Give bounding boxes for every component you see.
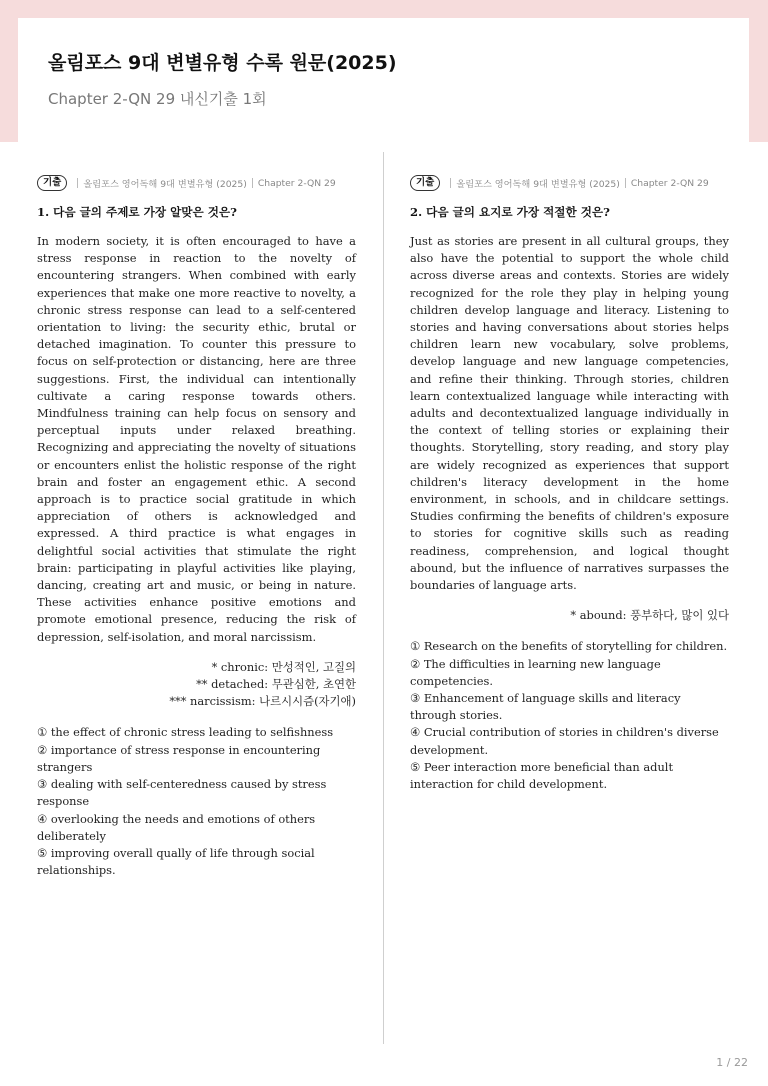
answer-choice-5: ⑤ Peer interaction more beneficial than adult interaction for child development. bbox=[410, 759, 674, 792]
glossary-item: ** detached: 무관심한, 초연한 bbox=[196, 677, 356, 692]
question-meta bbox=[410, 174, 729, 192]
glossary bbox=[410, 607, 729, 624]
exam-tag-badge: 기출 bbox=[410, 175, 440, 191]
question-1-block bbox=[37, 174, 356, 879]
page-number: 1 / 22 bbox=[716, 1056, 748, 1069]
meta-separator bbox=[625, 178, 626, 188]
answer-choice-1: ① the effect of chronic stress leading to selfishness bbox=[37, 725, 334, 740]
meta-book: 올림포스 영어독해 9대 변별유형 (2025) bbox=[83, 179, 247, 190]
glossary-item: * abound: 풍부하다, 많이 있다 bbox=[570, 608, 729, 623]
answer-choice-3: ③ dealing with self-centeredness caused by stress response bbox=[37, 777, 327, 809]
answer-choice-4: ④ overlooking the needs and emotions of others deliberately bbox=[37, 811, 316, 843]
meta-chapter: Chapter 2-QN 29 bbox=[257, 177, 336, 189]
document-subtitle: Chapter 2-QN 29 내신기출 1회 bbox=[48, 90, 267, 108]
question-meta bbox=[37, 174, 356, 192]
glossary-item: * chronic: 만성적인, 고질의 bbox=[211, 659, 356, 674]
answer-choice-4: ④ Crucial contribution of stories in children's diverse development. bbox=[410, 725, 719, 757]
meta-book: 올림포스 영어독해 9대 변별유형 (2025) bbox=[456, 179, 620, 190]
meta-chapter: Chapter 2-QN 29 bbox=[630, 177, 709, 189]
column-divider bbox=[383, 152, 384, 1044]
header-banner bbox=[0, 0, 768, 142]
meta-separator bbox=[450, 178, 451, 188]
meta-separator bbox=[77, 178, 78, 188]
answer-choice-3: ③ Enhancement of language skills and literacy through stories. bbox=[410, 691, 681, 723]
passage-text: Just as stories are present in all cultural groups, they also have the potential to support the whole child across diverse areas and contexts. Stories are widely recognized for the role they play in helping young children develop language and literacy. Listening to stories and having conversations about stories helps children learn new vocabulary, solve problems, develop language and new language competencies, and refine their thinking. Through stories, children learn contextualized language while interacting with adults and decontextualized language individually in the context of telling stories or explaining their thoughts. Storytelling, story reading, and story play are widely recognized as experiences that support children's literacy development in the home environment, in schools, and in childcare settings. Studies confirming the benefits of children's exposure to stories for cognitive skills such as reading readiness, comprehension, and logical thought abound, but the influence of narratives surpasses the boundaries of language arts. bbox=[410, 234, 729, 593]
answer-choice-1: ① Research on the benefits of storytelling for children. bbox=[410, 639, 728, 654]
document-title: 올림포스 9대 변별유형 수록 원문(2025) bbox=[48, 52, 397, 74]
answer-choice-2: ② The difficulties in learning new language competencies. bbox=[410, 656, 661, 688]
header-card bbox=[18, 18, 749, 142]
question-prompt: 1. 다음 글의 주제로 가장 알맞은 것은? bbox=[37, 205, 237, 219]
meta-separator bbox=[252, 178, 253, 188]
passage-text: In modern society, it is often encouraged to have a stress response in reaction to the novelty of encountering strangers. When combined with early experiences that make one more reactive to novelty, a chronic stress response can lead to a self-centered orientation to living: the security ethic, brutal or detached imagination. To counter this pressure to focus on self-protection or distancing, here are three suggestions. First, the individual can intentionally cultivate a caring response towards others. Mindfulness training can help focus on sensory and perceptual inputs under relaxed breathing. Recognizing and appreciating the novelty of situations or encounters enlist the holistic response of the right brain and foster an engagement ethic. A second approach is to practice social gratitude in which appreciation of others is acknowledged and expressed. A third practice is what engages in delightful social activities that stimulate the right brain: participating in playful activities like playing, dancing, creating art and music, or being in nature. These activities enhance positive emotions and promote emotional presence, reducing the risk of depression, self-isolation, and moral narcissism. bbox=[37, 234, 356, 644]
answer-choice-2: ② importance of stress response in encountering strangers bbox=[37, 742, 321, 774]
glossary-item: *** narcissism: 나르시시즘(자기애) bbox=[169, 694, 356, 709]
exam-tag-badge: 기출 bbox=[37, 175, 67, 191]
answer-choice-5: ⑤ improving overall qually of life through social relationships. bbox=[37, 845, 315, 878]
question-prompt: 2. 다음 글의 요지로 가장 적절한 것은? bbox=[410, 205, 610, 219]
answer-choices bbox=[37, 724, 356, 879]
glossary bbox=[37, 659, 356, 711]
answer-choices bbox=[410, 638, 729, 793]
question-2-block bbox=[410, 174, 729, 793]
